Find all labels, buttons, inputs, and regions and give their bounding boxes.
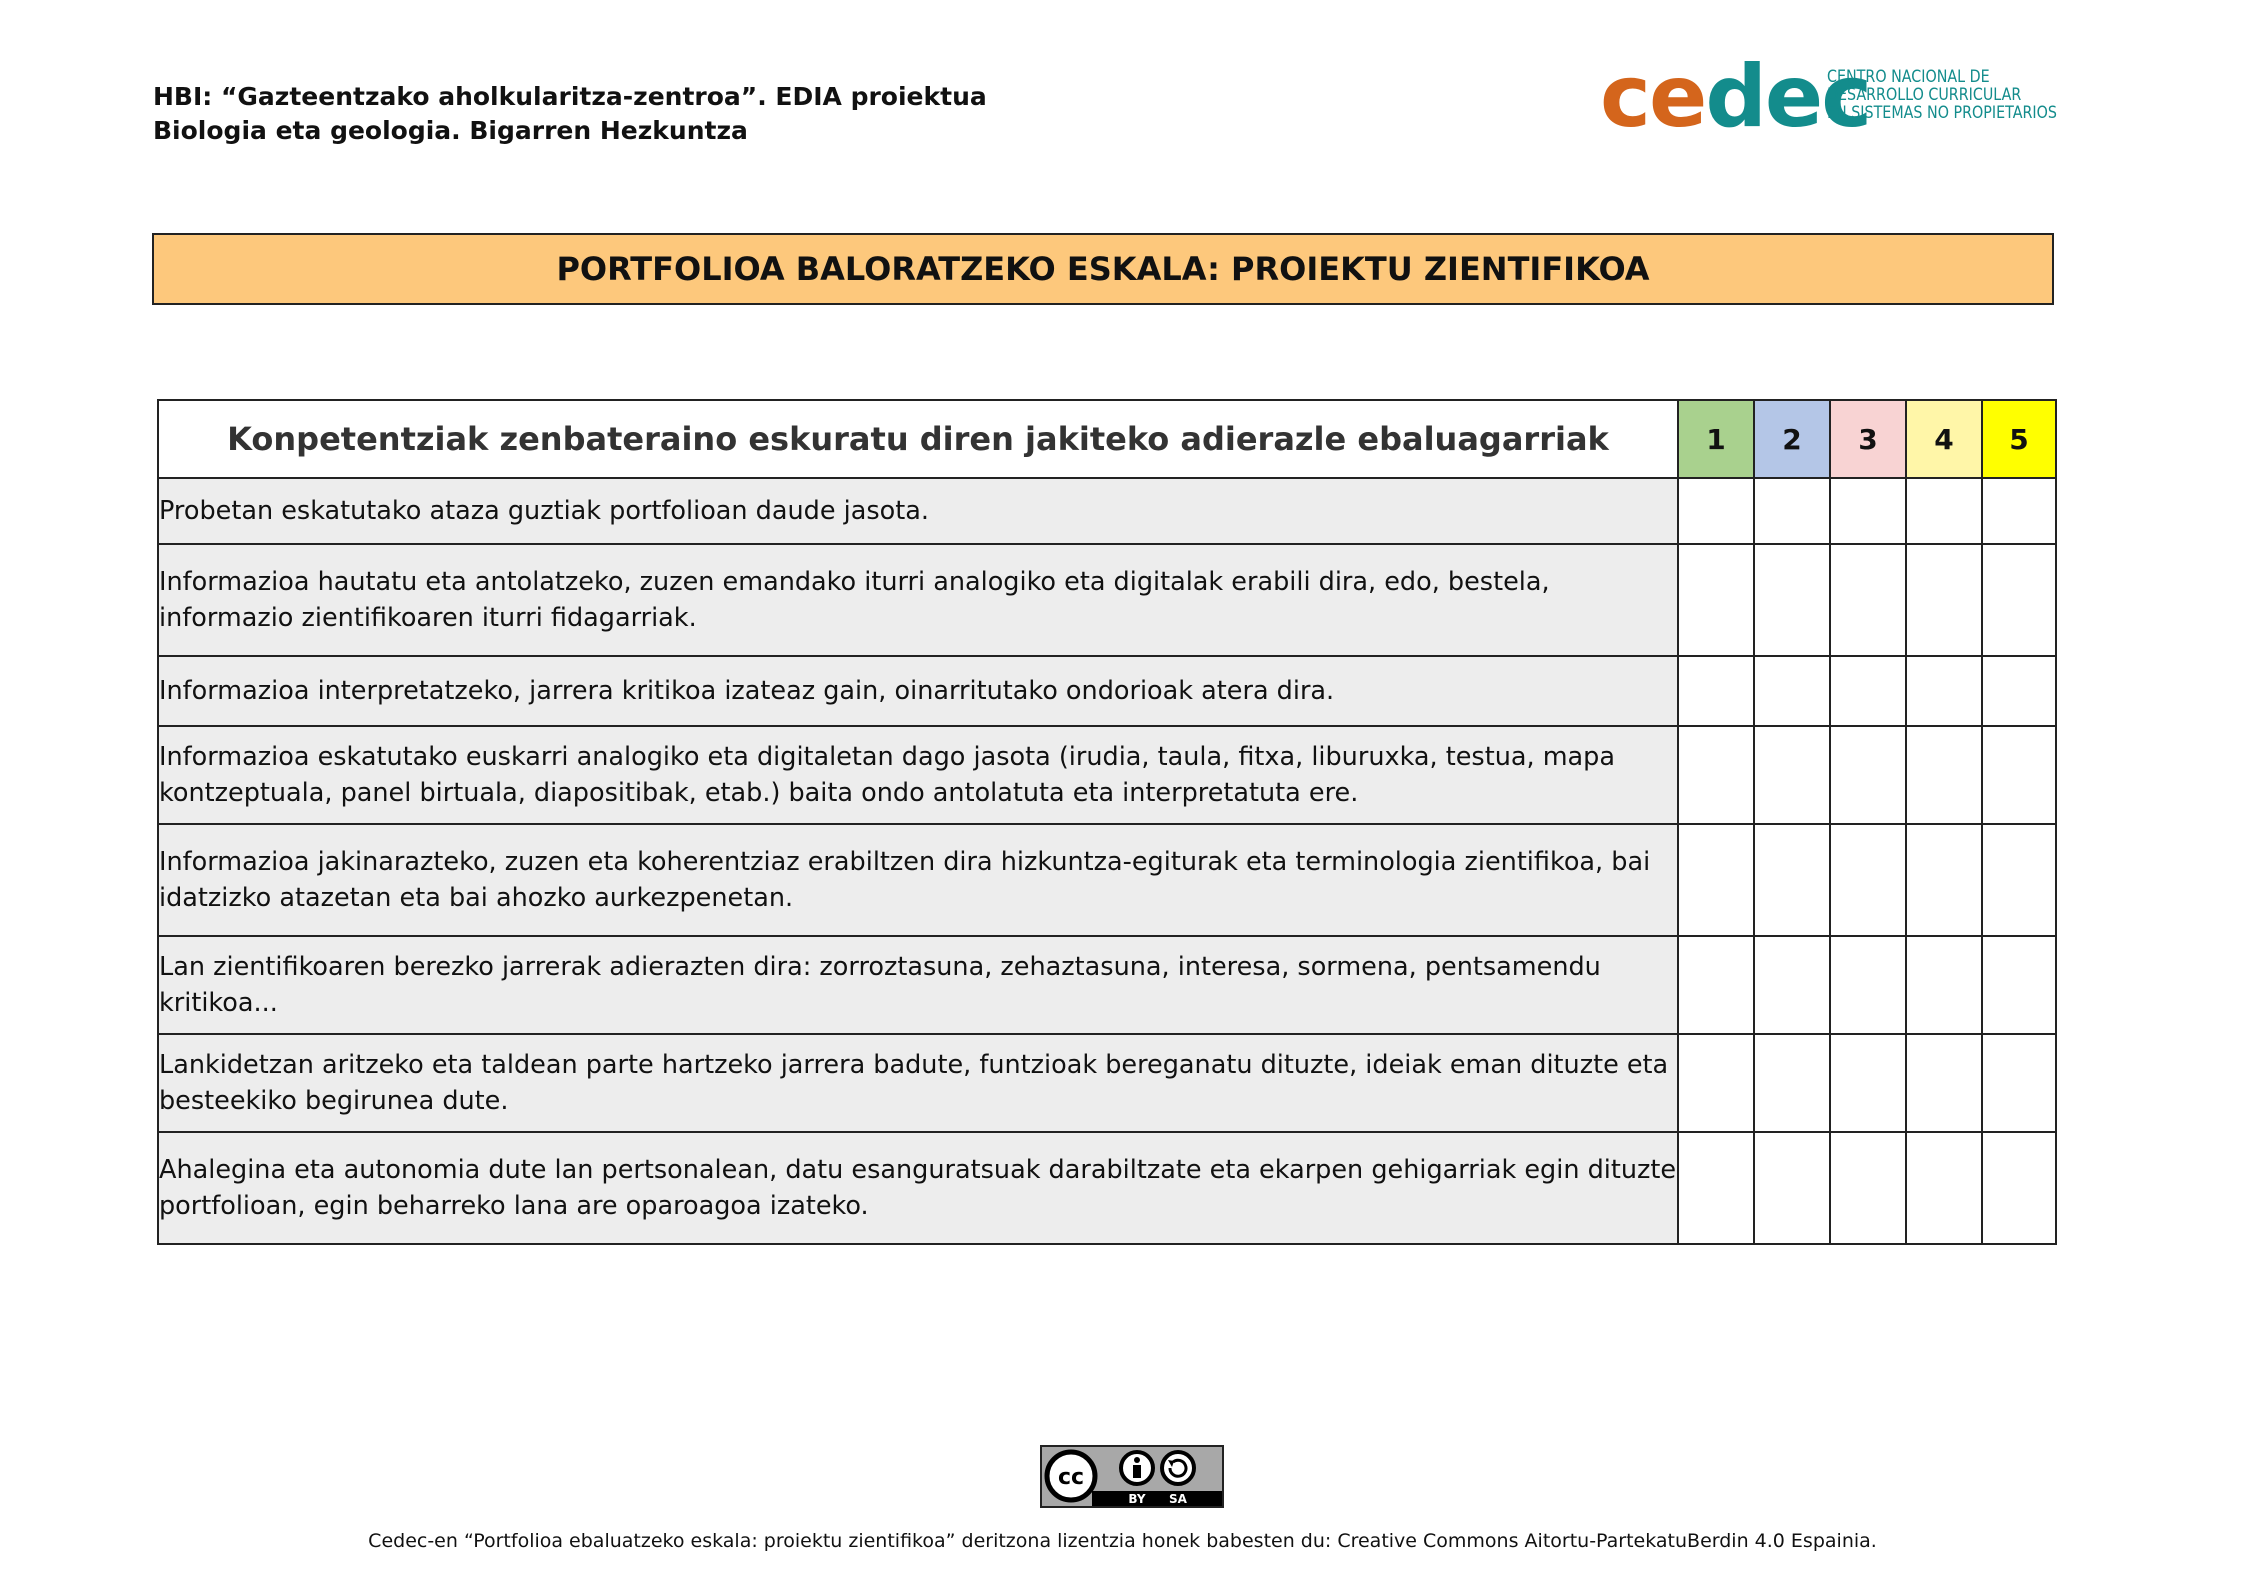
score-cell-1[interactable] bbox=[1678, 1132, 1754, 1244]
table-row bbox=[158, 936, 2056, 1034]
table-row bbox=[158, 1034, 2056, 1132]
indicators-column-header: Konpetentziak zenbateraino eskuratu diren jakiteko adierazle ebaluagarriak bbox=[158, 400, 1678, 478]
score-cell-1[interactable] bbox=[1678, 726, 1754, 824]
score-header-3: 3 bbox=[1830, 400, 1906, 478]
score-header-2: 2 bbox=[1754, 400, 1830, 478]
score-cell-3[interactable] bbox=[1830, 544, 1906, 656]
table-row bbox=[158, 1132, 2056, 1244]
score-cell-2[interactable] bbox=[1754, 726, 1830, 824]
indicator-text: Lankidetzan aritzeko eta taldean parte hartzeko jarrera badute, funtzioak bereganatu dituzte, ideiak eman dituzte eta besteekiko begirunea dute. bbox=[158, 1034, 1678, 1132]
score-cell-3[interactable] bbox=[1830, 1034, 1906, 1132]
score-cell-3[interactable] bbox=[1830, 1132, 1906, 1244]
score-cell-3[interactable] bbox=[1830, 824, 1906, 936]
score-cell-4[interactable] bbox=[1906, 478, 1982, 544]
score-cell-5[interactable] bbox=[1982, 726, 2056, 824]
score-cell-4[interactable] bbox=[1906, 936, 1982, 1034]
cc-license-icon bbox=[1042, 1447, 1222, 1506]
score-cell-3[interactable] bbox=[1830, 726, 1906, 824]
score-cell-5[interactable] bbox=[1982, 1034, 2056, 1132]
header-line-project: HBI: “Gazteentzako aholkularitza-zentroa”. EDIA proiektua bbox=[153, 82, 987, 111]
table-row bbox=[158, 726, 2056, 824]
score-cell-5[interactable] bbox=[1982, 478, 2056, 544]
score-cell-2[interactable] bbox=[1754, 544, 1830, 656]
score-cell-4[interactable] bbox=[1906, 1034, 1982, 1132]
table-row bbox=[158, 544, 2056, 656]
score-cell-2[interactable] bbox=[1754, 936, 1830, 1034]
score-header-4: 4 bbox=[1906, 400, 1982, 478]
table-header-row bbox=[158, 400, 2056, 478]
logo-subtitle-line: DESARROLLO CURRICULAR bbox=[1827, 85, 2022, 105]
indicator-text: Informazioa jakinarazteko, zuzen eta koherentziaz erabiltzen dira hizkuntza-egiturak eta terminologia zientifikoa, bai idatzizko atazetan eta bai ahozko aurkezpenetan. bbox=[158, 824, 1678, 936]
table-row bbox=[158, 656, 2056, 726]
score-cell-3[interactable] bbox=[1830, 478, 1906, 544]
score-cell-4[interactable] bbox=[1906, 544, 1982, 656]
score-cell-1[interactable] bbox=[1678, 824, 1754, 936]
cc-mark-text: cc bbox=[1057, 1465, 1085, 1490]
score-cell-2[interactable] bbox=[1754, 478, 1830, 544]
cc-sa-label: SA bbox=[1169, 1492, 1187, 1506]
indicator-text: Probetan eskatutako ataza guztiak portfolioan daude jasota. bbox=[158, 478, 1678, 544]
score-header-5: 5 bbox=[1982, 400, 2056, 478]
score-cell-5[interactable] bbox=[1982, 656, 2056, 726]
logo-word-ce: ce bbox=[1600, 47, 1706, 147]
indicator-text: Lan zientifikoaren berezko jarrerak adierazten dira: zorroztasuna, zehaztasuna, interesa, sormena, pentsamendu kritikoa... bbox=[158, 936, 1678, 1034]
score-cell-3[interactable] bbox=[1830, 936, 1906, 1034]
score-cell-4[interactable] bbox=[1906, 656, 1982, 726]
table-row bbox=[158, 824, 2056, 936]
score-cell-5[interactable] bbox=[1982, 936, 2056, 1034]
score-cell-2[interactable] bbox=[1754, 656, 1830, 726]
page-title: PORTFOLIOA BALORATZEKO ESKALA: PROIEKTU ZIENTIFIKOA bbox=[152, 233, 2054, 305]
score-cell-1[interactable] bbox=[1678, 936, 1754, 1034]
rubric-table bbox=[157, 399, 2057, 1245]
score-cell-5[interactable] bbox=[1982, 1132, 2056, 1244]
logo-subtitle bbox=[1827, 68, 2057, 122]
score-cell-4[interactable] bbox=[1906, 1132, 1982, 1244]
document-header bbox=[153, 80, 987, 148]
score-cell-3[interactable] bbox=[1830, 656, 1906, 726]
score-header-1: 1 bbox=[1678, 400, 1754, 478]
score-cell-2[interactable] bbox=[1754, 824, 1830, 936]
logo-word-dec: dec bbox=[1705, 47, 1871, 147]
score-cell-1[interactable] bbox=[1678, 656, 1754, 726]
score-cell-2[interactable] bbox=[1754, 1132, 1830, 1244]
indicator-text: Informazioa hautatu eta antolatzeko, zuzen emandako iturri analogiko eta digitalak erabili dira, edo, bestela, informazio zientifikoaren iturri fidagarriak. bbox=[158, 544, 1678, 656]
score-cell-2[interactable] bbox=[1754, 1034, 1830, 1132]
header-line-subject: Biologia eta geologia. Bigarren Hezkuntza bbox=[153, 116, 748, 145]
sa-share-icon bbox=[1162, 1452, 1194, 1484]
indicator-text: Informazioa interpretatzeko, jarrera kritikoa izateaz gain, oinarritutako ondorioak atera dira. bbox=[158, 656, 1678, 726]
cc-by-label: BY bbox=[1128, 1492, 1146, 1506]
score-cell-5[interactable] bbox=[1982, 544, 2056, 656]
indicator-text: Ahalegina eta autonomia dute lan pertsonalean, datu esanguratsuak darabiltzate eta ekarpen gehigarriak egin dituzte portfolioan, egin beharreko lana are oparoagoa izateko. bbox=[158, 1132, 1678, 1244]
license-notice: Cedec-en “Portfolioa ebaluatzeko eskala: proiektu zientifikoa” deritzona lizentzia honek babesten du: Creative Commons Aitortu-PartekatuBerdin 4.0 Espainia. bbox=[368, 1530, 1877, 1552]
logo-subtitle-line: CENTRO NACIONAL DE bbox=[1827, 67, 1990, 87]
table-row bbox=[158, 478, 2056, 544]
score-cell-4[interactable] bbox=[1906, 726, 1982, 824]
cedec-logo bbox=[1600, 47, 2100, 147]
score-cell-5[interactable] bbox=[1982, 824, 2056, 936]
score-cell-1[interactable] bbox=[1678, 1034, 1754, 1132]
score-cell-1[interactable] bbox=[1678, 478, 1754, 544]
cc-by-sa-badge[interactable] bbox=[1040, 1445, 1224, 1508]
logo-subtitle-line: EN SISTEMAS NO PROPIETARIOS bbox=[1827, 103, 2057, 123]
score-cell-4[interactable] bbox=[1906, 824, 1982, 936]
indicator-text: Informazioa eskatutako euskarri analogiko eta digitaletan dago jasota (irudia, taula, fitxa, liburuxka, testua, mapa kontzeptuala, panel birtuala, diapositibak, etab.) baita ondo antolatuta eta interpretatuta ere. bbox=[158, 726, 1678, 824]
score-cell-1[interactable] bbox=[1678, 544, 1754, 656]
